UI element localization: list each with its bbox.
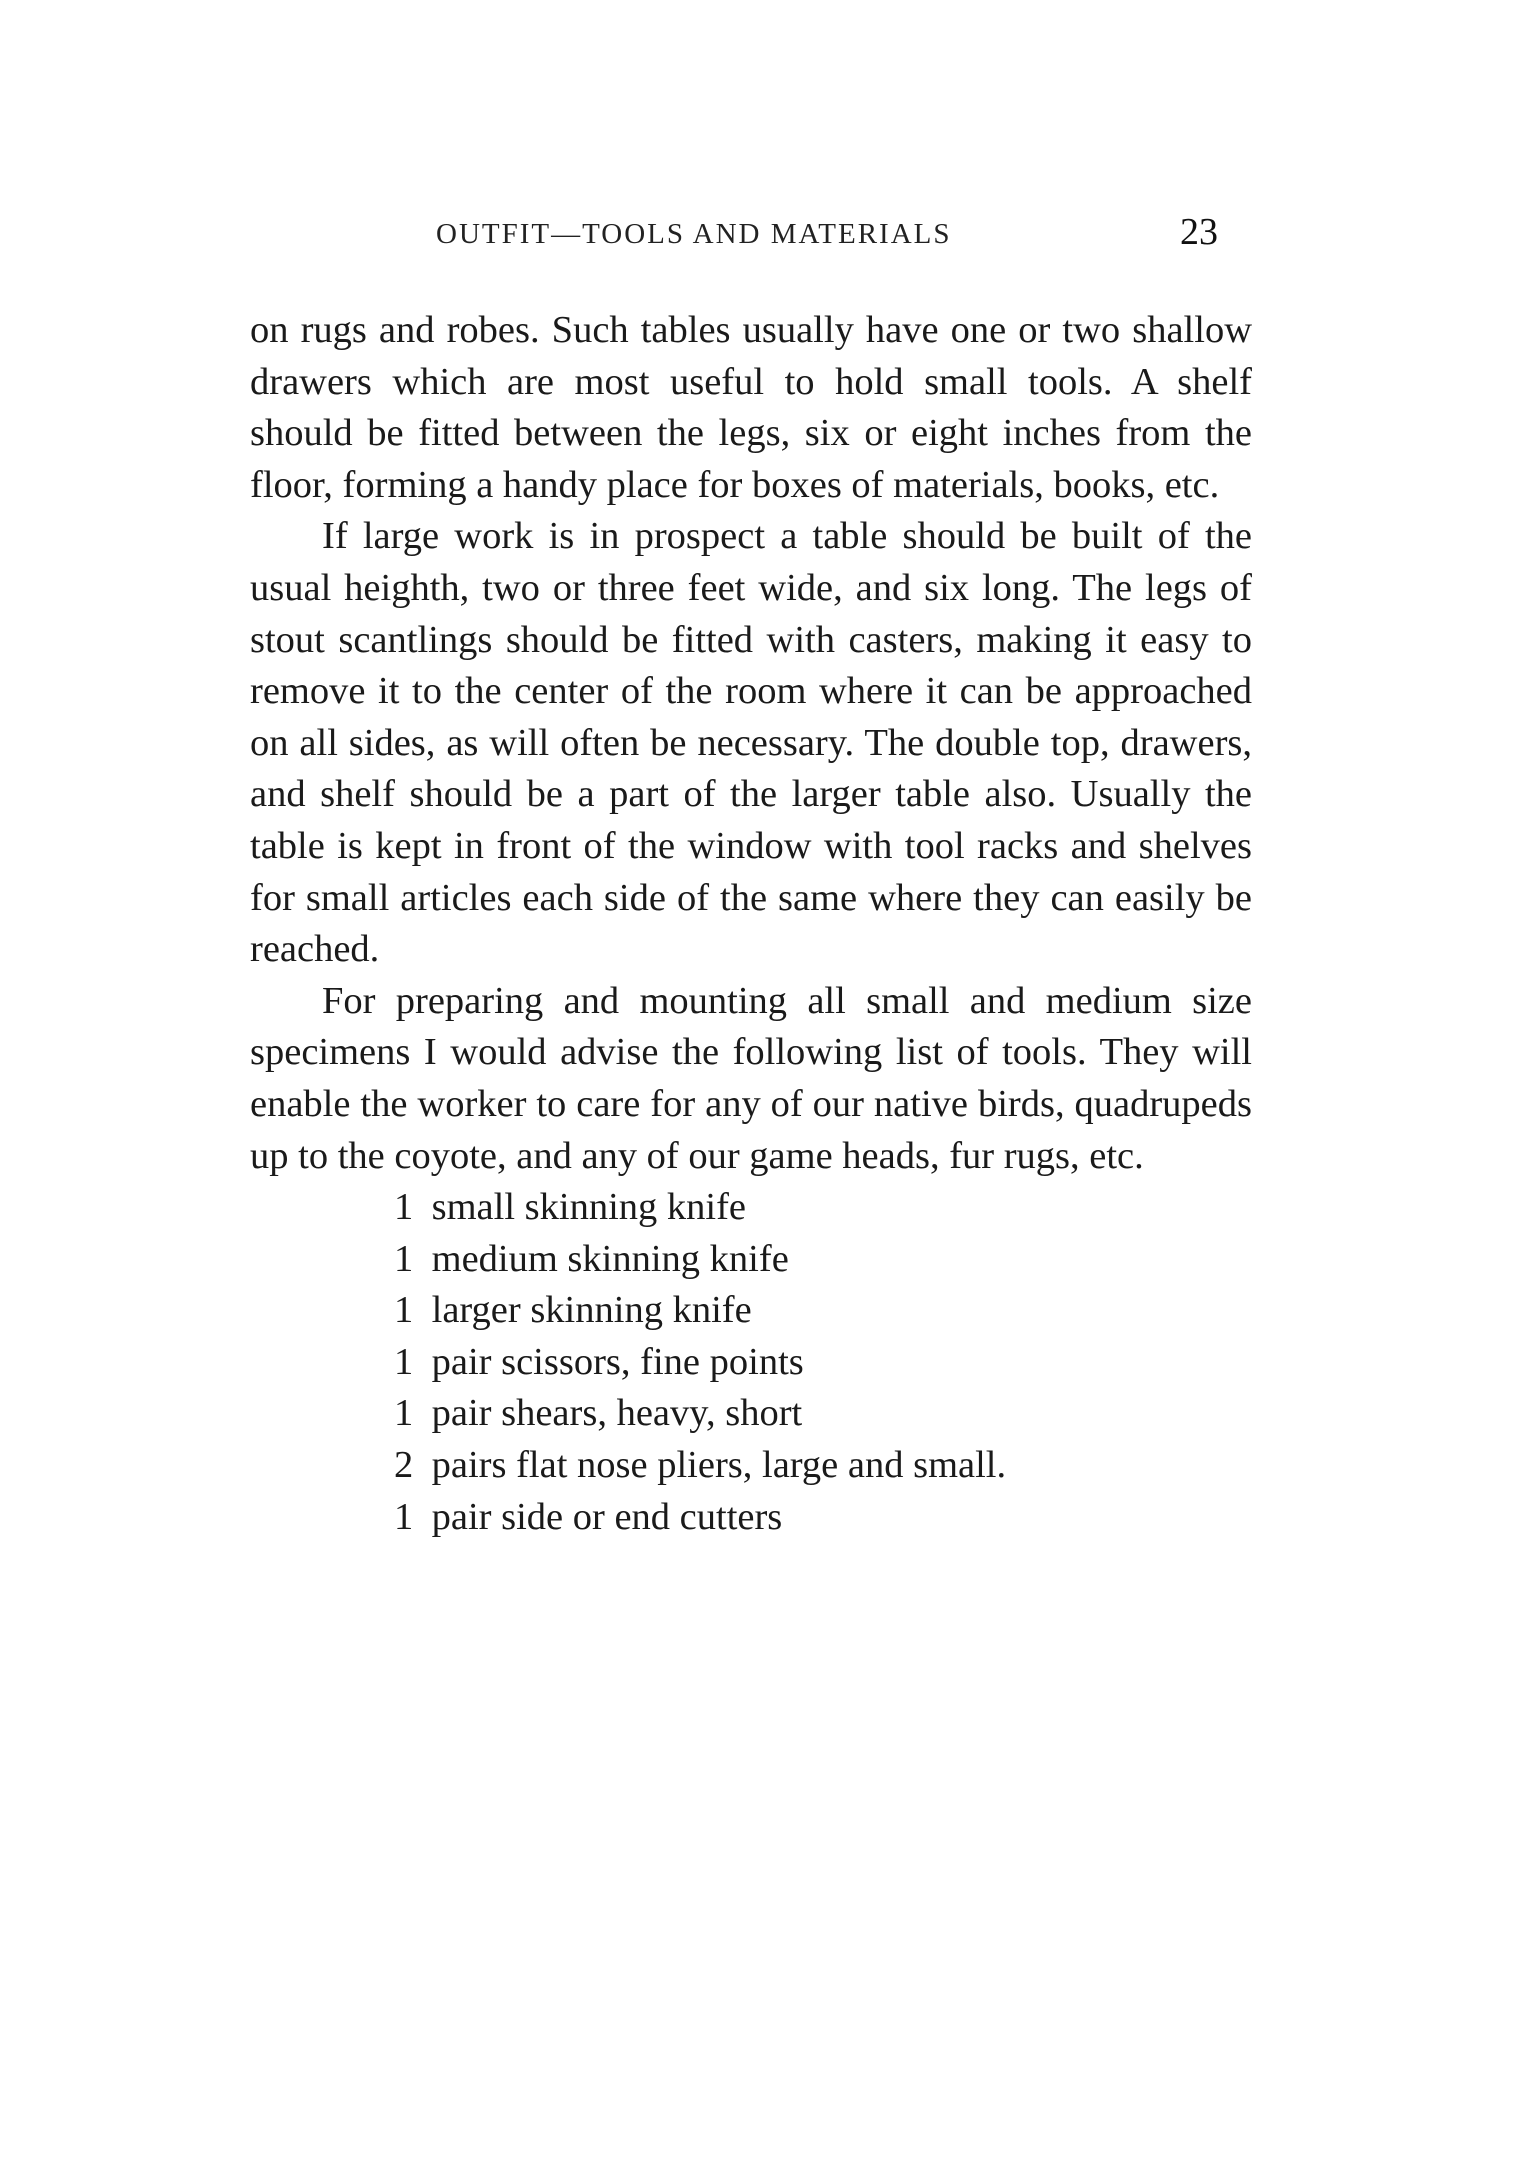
paragraph: If large work is in prospect a table should be built of the usual heighth, two or three feet wide, and six long. The legs of stout scantlings should be fitted with casters, making it easy to remove it to the center of the room where it can be approached on all sides, as will often be necessary. The double top, drawers, and shelf should be a part of the larger table also. Usually the table is kept in front of the window with tool racks and shelves for small articles each side of the same where they can easily be reached.	[250, 515, 1252, 971]
list-item	[394, 1492, 1252, 1544]
running-title: OUTFIT—TOOLS AND MATERIALS	[436, 218, 952, 250]
list-item	[394, 1337, 1252, 1389]
body-text	[250, 305, 1252, 1543]
item-quantity: 1	[394, 1289, 414, 1332]
tool-list	[250, 1182, 1252, 1543]
list-item	[394, 1285, 1252, 1337]
item-quantity: 1	[394, 1392, 414, 1435]
item-quantity: 1	[394, 1495, 414, 1538]
item-name: medium skinning knife	[431, 1237, 789, 1280]
list-item	[394, 1440, 1252, 1492]
item-name: pair shears, heavy, short	[431, 1392, 803, 1435]
item-name: larger skinning knife	[431, 1289, 752, 1332]
item-name: pair scissors, fine points	[431, 1340, 804, 1383]
item-quantity: 1	[394, 1237, 414, 1280]
list-item	[394, 1182, 1252, 1234]
item-quantity: 2	[394, 1444, 414, 1487]
page-number: 23	[1180, 211, 1218, 253]
item-quantity: 1	[394, 1340, 414, 1383]
item-name: small skinning knife	[431, 1186, 747, 1229]
list-item	[394, 1234, 1252, 1286]
item-quantity: 1	[394, 1186, 414, 1229]
item-name: pair side or end cutters	[431, 1495, 783, 1538]
paragraph: For preparing and mounting all small and medium size specimens I would advise the following list of tools. They will enable the worker to care for any of our native birds, quadrupeds up to the coyote, and any of our game heads, fur rugs, etc.	[250, 979, 1252, 1177]
item-name: pairs flat nose pliers, large and small.	[431, 1444, 1007, 1487]
list-item	[394, 1388, 1252, 1440]
paragraph-continued: on rugs and robes. Such tables usually have one or two shallow drawers which are most useful to hold small tools. A shelf should be fitted between the legs, six or eight inches from the floor, forming a handy place for boxes of materials, books, etc.	[250, 309, 1252, 506]
